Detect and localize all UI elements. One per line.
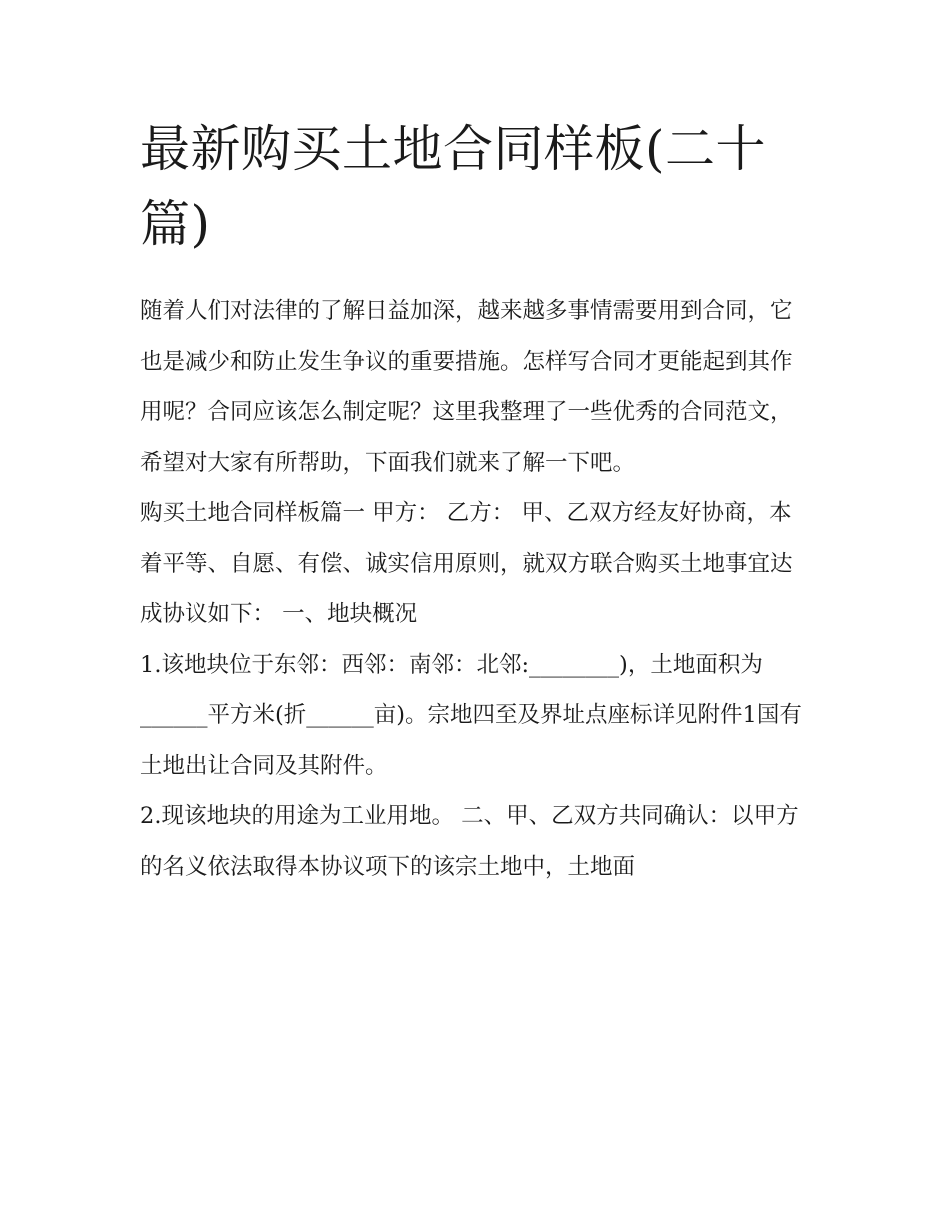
land-use-paragraph: 2.现该地块的用途为工业用地。 二、甲、乙双方共同确认：以甲方的名义依法取得本协议项下的该宗土地中，土地面 bbox=[140, 803, 799, 880]
contract-opening-paragraph: 购买土地合同样板篇一 甲方： 乙方： 甲、乙双方经友好协商，本着平等、自愿、有偿、诚实信用原则，就双方联合购买土地事宜达成协议如下： 一、地块概况 bbox=[140, 500, 793, 627]
document-page bbox=[140, 112, 812, 892]
document-title: 最新购买土地合同样板(二十篇) bbox=[140, 120, 767, 253]
intro-paragraph: 随着人们对法律的了解日益加深，越来越多事情需要用到合同，它也是减少和防止发生争议的重要措施。怎样写合同才更能起到其作用呢？合同应该怎么制定呢？这里我整理了一些优秀的合同范文，希望对大家有所帮助，下面我们就来了解一下吧。 bbox=[140, 298, 793, 476]
land-location-paragraph: 1.该地块位于东邻：西邻：南邻：北邻:________)，土地面积为______平方米(折______亩)。宗地四至及界址点座标详见附件1国有土地出让合同及其附件。 bbox=[140, 651, 802, 779]
